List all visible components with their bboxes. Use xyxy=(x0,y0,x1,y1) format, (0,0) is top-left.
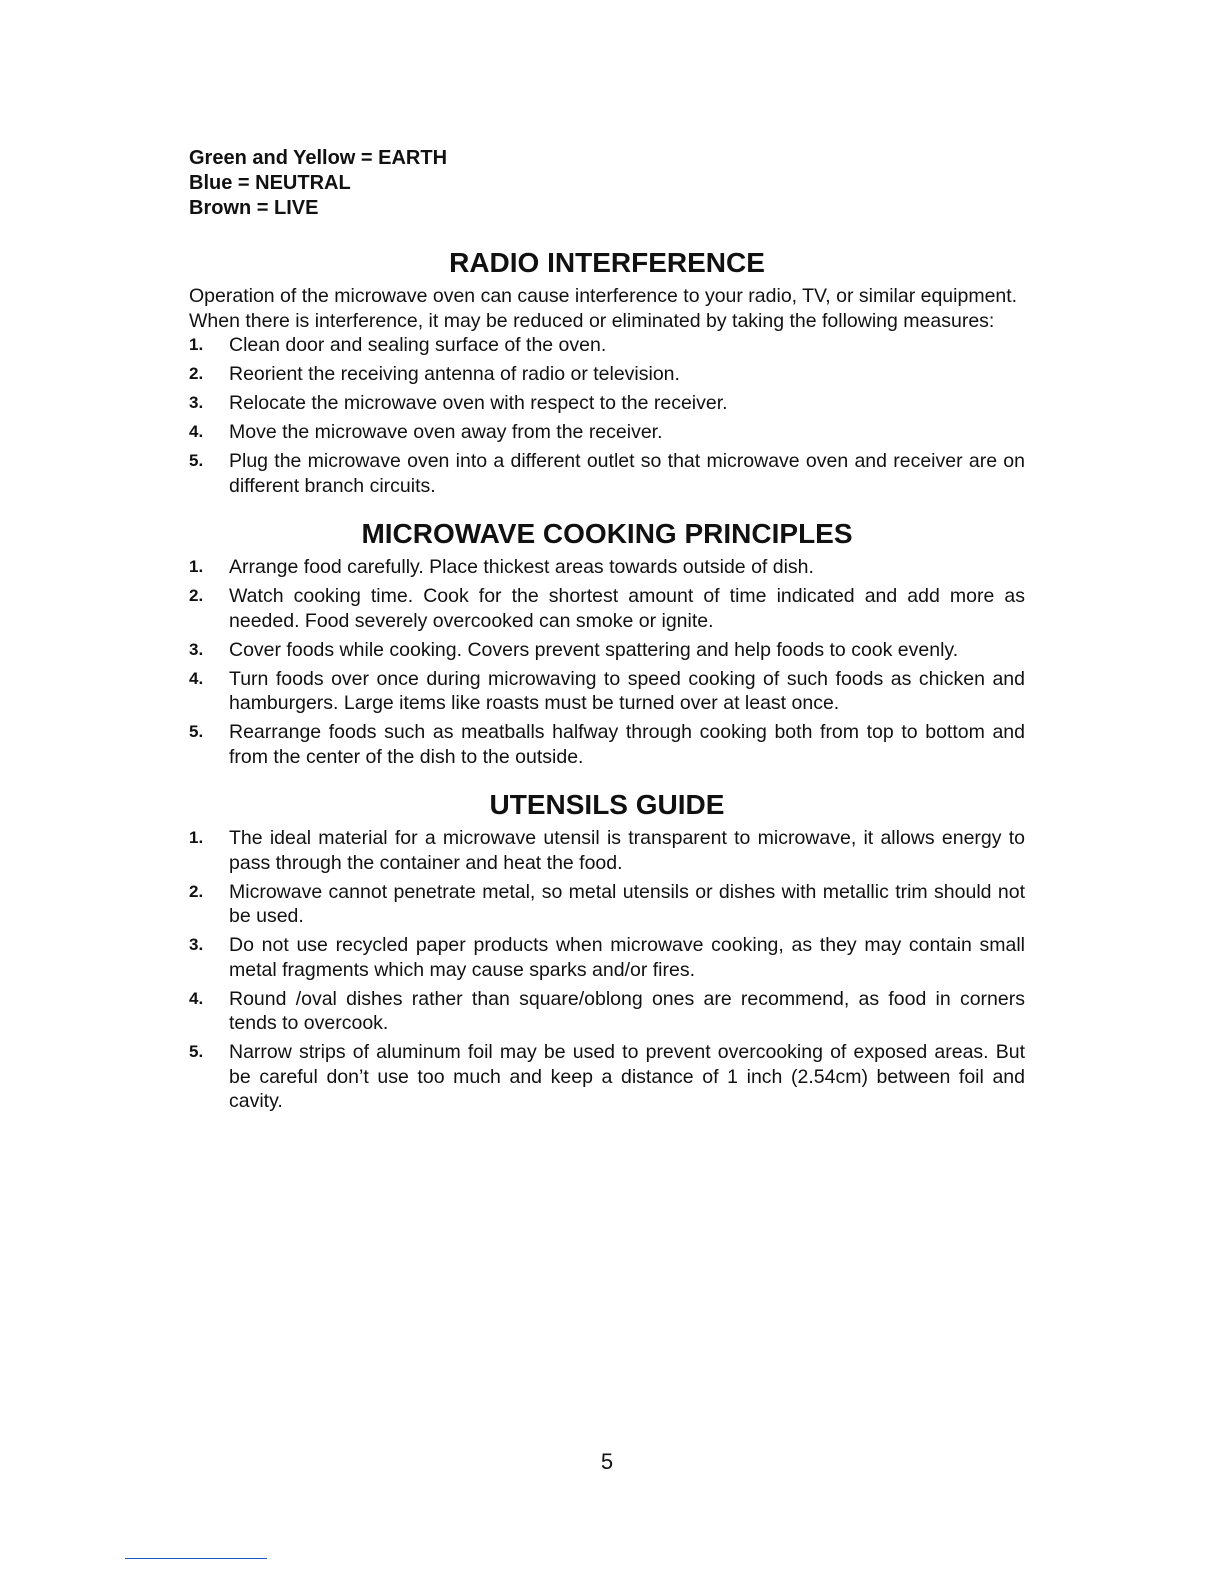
list-item-text: Round /oval dishes rather than square/oblong ones are recommend, as food in corners tends to overcook. xyxy=(229,987,1025,1034)
list-item xyxy=(189,584,1025,633)
list-item-text: Do not use recycled paper products when microwave cooking, as they may contain small metal fragments which may cause sparks and/or fires. xyxy=(229,934,1025,981)
wiring-earth: Green and Yellow = EARTH xyxy=(189,147,448,169)
list-item-text: Reorient the receiving antenna of radio or television. xyxy=(229,363,680,385)
list-item-number: 2. xyxy=(189,364,204,383)
footnote-divider xyxy=(125,1558,267,1559)
list-item-text: The ideal material for a microwave utensil is transparent to microwave, it allows energy to pass through the container and heat the food. xyxy=(229,827,1025,874)
list-item-number: 3. xyxy=(189,393,204,412)
list-item-number: 3. xyxy=(189,935,204,954)
list-item-text: Move the microwave oven away from the receiver. xyxy=(229,421,663,443)
list-item-number: 1. xyxy=(189,828,204,847)
list-item xyxy=(189,555,1025,580)
utensils-guide-title: UTENSILS GUIDE xyxy=(489,789,725,820)
list-item xyxy=(189,1040,1025,1114)
list-item xyxy=(189,333,1025,358)
list-item xyxy=(189,449,1025,498)
list-item-text: Microwave cannot penetrate metal, so metal utensils or dishes with metallic trim should not be used. xyxy=(229,880,1025,927)
list-item xyxy=(189,420,1025,445)
list-item-text: Rearrange foods such as meatballs halfway through cooking both from top to bottom and from the center of the dish to the outside. xyxy=(229,721,1025,768)
page-number: 5 xyxy=(600,1449,614,1474)
list-item-number: 2. xyxy=(189,586,204,605)
wiring-live: Brown = LIVE xyxy=(189,197,319,219)
wiring-neutral: Blue = NEUTRAL xyxy=(189,172,351,194)
list-item xyxy=(189,826,1025,875)
list-item xyxy=(189,667,1025,716)
list-item-text: Cover foods while cooking. Covers prevent spattering and help foods to cook evenly. xyxy=(229,638,959,661)
list-item xyxy=(189,391,1025,416)
radio-paragraph-2: When there is interference, it may be reduced or eliminated by taking the following measures: xyxy=(189,309,995,332)
cooking-principles-section xyxy=(189,517,1025,769)
list-item-number: 1. xyxy=(189,335,204,354)
list-item-number: 3. xyxy=(189,639,204,659)
list-item-number: 5. xyxy=(189,722,204,741)
list-item-text: Plug the microwave oven into a different outlet so that microwave oven and receiver are on different branch circuits. xyxy=(229,450,1025,497)
list-item-text: Clean door and sealing surface of the oven. xyxy=(229,334,607,356)
page-content xyxy=(189,146,1025,1114)
wiring-legend xyxy=(189,146,1025,221)
radio-interference-section xyxy=(189,246,1025,498)
list-item-number: 1. xyxy=(189,557,204,576)
radio-measures-list xyxy=(189,333,1025,498)
list-item-text: Arrange food carefully. Place thickest areas towards outside of dish. xyxy=(229,556,814,578)
list-item xyxy=(189,987,1025,1036)
list-item-number: 4. xyxy=(189,668,204,688)
radio-interference-title: RADIO INTERFERENCE xyxy=(449,247,765,278)
list-item xyxy=(189,720,1025,769)
radio-paragraph-1: Operation of the microwave oven can cause interference to your radio, TV, or similar equipment. xyxy=(189,285,1018,307)
list-item-number: 5. xyxy=(189,1042,204,1061)
list-item xyxy=(189,638,1025,663)
list-item-text: Relocate the microwave oven with respect to the receiver. xyxy=(229,392,728,414)
list-item-number: 4. xyxy=(189,422,204,441)
list-item-number: 5. xyxy=(189,451,204,470)
list-item-text: Narrow strips of aluminum foil may be used to prevent overcooking of exposed areas. But be careful don’t use too much and keep a distance of 1 inch (2.54cm) between foil and cavity. xyxy=(229,1041,1025,1112)
list-item-number: 4. xyxy=(189,988,204,1008)
cooking-principles-title: MICROWAVE COOKING PRINCIPLES xyxy=(361,518,853,549)
list-item xyxy=(189,933,1025,982)
utensils-guide-section xyxy=(189,788,1025,1114)
list-item-text: Watch cooking time. Cook for the shortest amount of time indicated and add more as needed. Food severely overcooked can smoke or ignite. xyxy=(229,585,1025,632)
cooking-principles-list xyxy=(189,555,1025,769)
list-item xyxy=(189,362,1025,387)
list-item-number: 2. xyxy=(189,881,204,901)
list-item xyxy=(189,880,1025,929)
utensils-guide-list xyxy=(189,826,1025,1114)
list-item-text: Turn foods over once during microwaving to speed cooking of such foods as chicken and hamburgers. Large items like roasts must be turned over at least once. xyxy=(229,667,1025,714)
